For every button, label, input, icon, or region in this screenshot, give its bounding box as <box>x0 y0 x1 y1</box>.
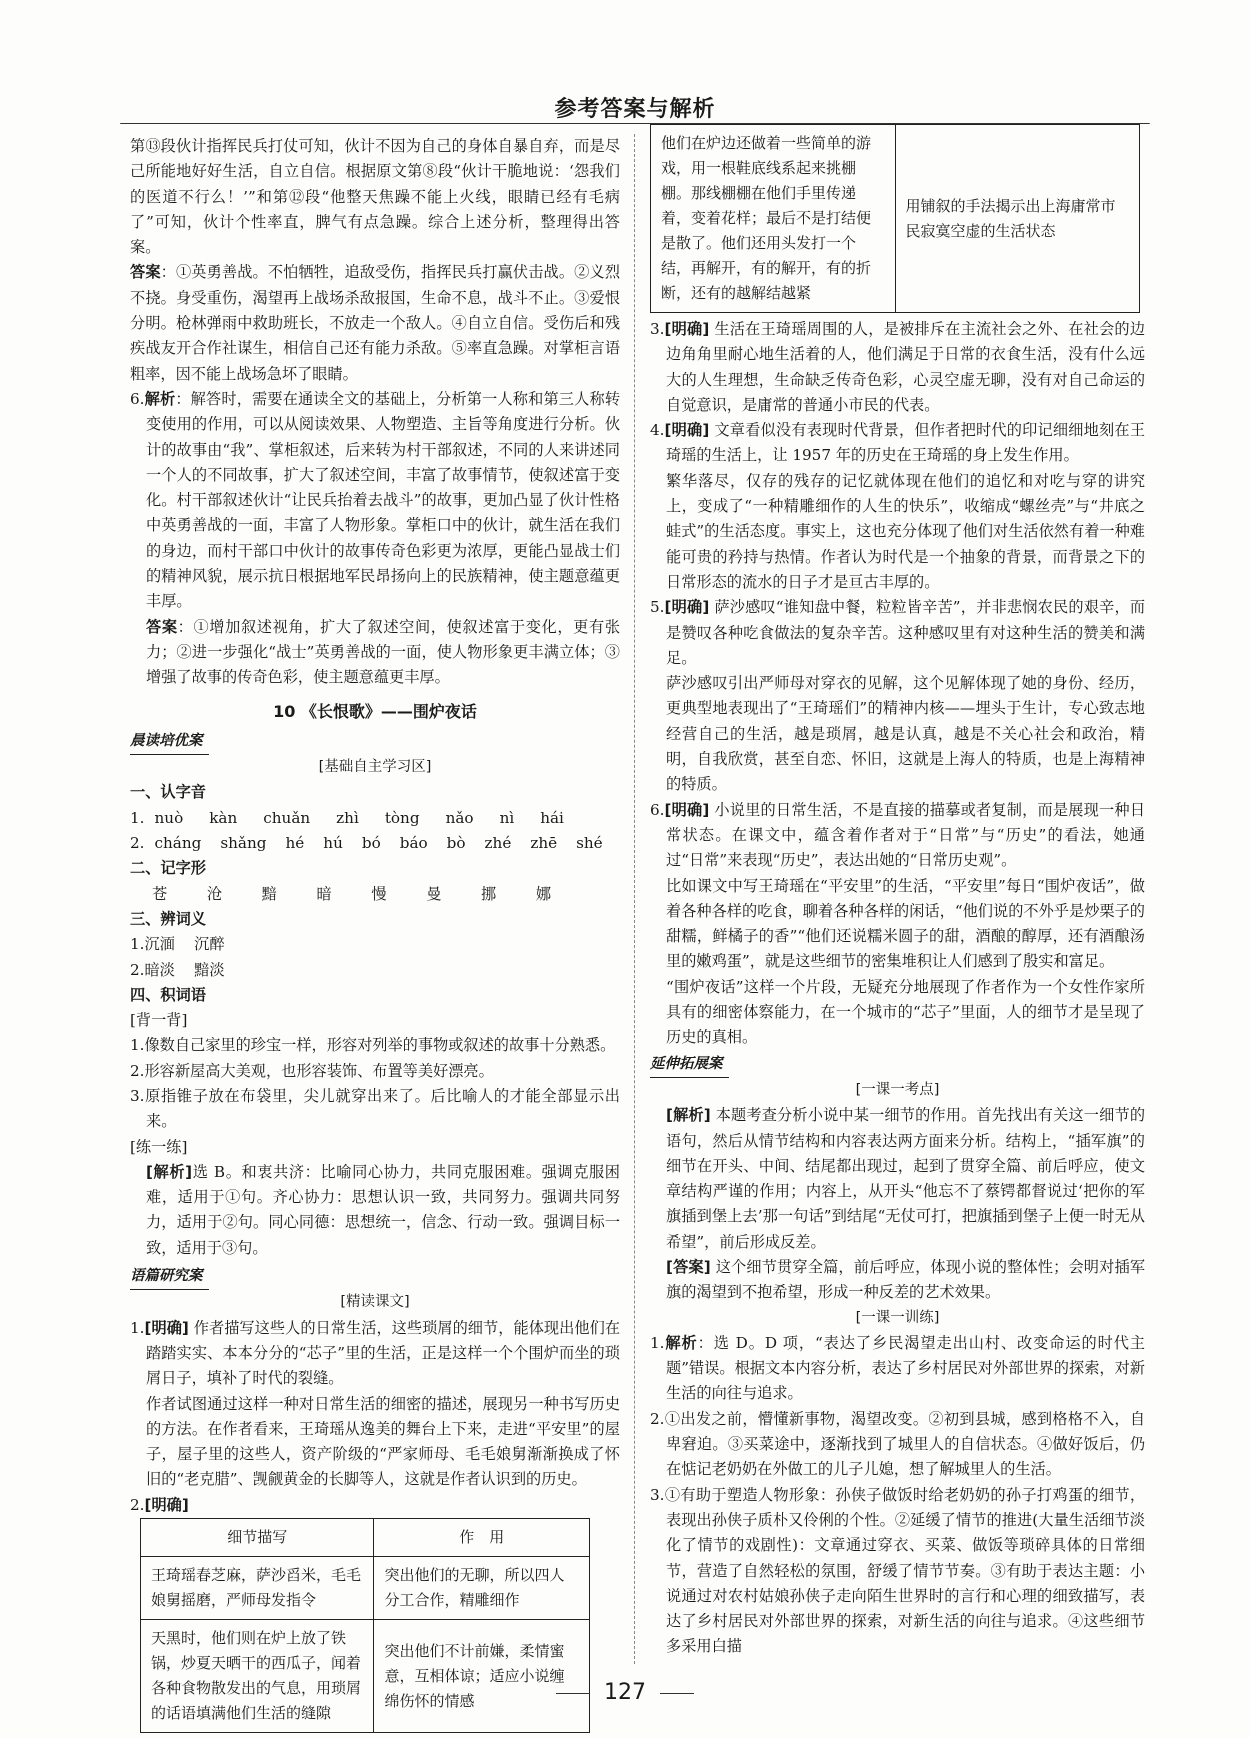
heading-pronunciation: 一、认字音 <box>130 783 206 802</box>
pinyin: zhē <box>530 834 558 853</box>
word-pair-1: 1.沉湎 沉醉 <box>130 935 225 954</box>
clarify-text: 小说里的日常生活，不是直接的描摹或者复制，而是展现一种日常状态。在课文中，蕴含着作者对于“日常”与“历史”的看法，她通过“日常”来表现“历史”，表达出她的“日常历史观”。 <box>666 800 1146 870</box>
reading-answer-6 <box>650 798 1145 874</box>
pinyin-list <box>145 806 564 831</box>
reading-answer-5 <box>650 595 1145 671</box>
answer-label: [答案] <box>666 1257 711 1276</box>
question-number: 6. <box>130 389 145 408</box>
clarify-text: 文章看似没有表现时代背景，但作者把时代的印记细细地刻在王琦瑶的生活上，让 1957 年的历史在王琦瑶的身上发生作用。 <box>666 421 1146 465</box>
subsection-training: [一课一训练] <box>855 1309 940 1326</box>
reading-answer-1b: 作者试图通过这样一种对日常生活的细密的描述，展现另一种书写历史的方法。在作者看来，王琦瑶从逸美的舞台上下来，走进“平安里”的屋子，屋子里的这些人，资产阶级的“严家师母、毛毛娘舅渐渐换成了怀旧的“老克腊”、觊觎黄金的长脚等人，这就是作者认识到的历史。 <box>146 1394 620 1489</box>
column-divider <box>634 134 635 1664</box>
practice-analysis <box>130 1160 620 1261</box>
detail-table-continued <box>650 124 1140 313</box>
footer-dash <box>660 1693 694 1694</box>
pinyin: bó <box>361 834 381 853</box>
analysis-label: [解析] <box>666 1106 711 1125</box>
reading-answer-1 <box>130 1316 620 1392</box>
clarify-text: 萨沙感叹“谁知盘中餐，粒粒皆辛苦”，并非悲悯农民的艰辛，而是赞叹各种吃食做法的复杂辛苦。这种感叹里有对这种生活的赞美和满足。 <box>666 598 1146 667</box>
left-column <box>130 134 620 1733</box>
character-list: 苍 沧 黯 暗 慢 曼 挪 娜 <box>152 884 562 903</box>
pinyin: cháng <box>154 834 202 853</box>
right-column <box>650 134 1145 1660</box>
question-number: 4. <box>650 421 665 440</box>
pron-row-1 <box>130 806 620 831</box>
training-answer-2 <box>650 1407 1145 1483</box>
tag-practice: [练一练] <box>130 1137 188 1156</box>
clarify-label: [明确] <box>664 421 710 440</box>
question-number: 3. <box>650 1485 665 1504</box>
table-cell: 他们在炉边还做着一些简单的游戏，用一根鞋底线系起来挑棚棚。那线棚棚在他们手里传递着，变着花样；最后不是打结便是散了。他们还用头发打一个结，再解开，有的解开，有的折断，还有的越解结越紧 <box>651 125 896 313</box>
analysis-text: 本题考查分析小说中某一细节的作用。首先找出有关这一细节的语句，然后从情节结构和内容表达两方面来分析。结构上，“插军旗”的细节在开头、中间、结尾都出现过，起到了贯穿全篇、前后呼应，使文章结构严谨的作用；内容上，从开头“他忘不了蔡锷都督说过‘把你的军旗插到堡上去’那一句话”到结尾“无仗可打，把旗插到堡子上便一时无从希望”，前后形成反差。 <box>666 1106 1146 1251</box>
table-cell: 用铺叙的手法揭示出上海庸常市民寂寞空虚的生活状态 <box>895 125 1140 313</box>
list-number: 2. <box>130 834 145 853</box>
question-number: 1. <box>130 1318 145 1337</box>
analysis-text: 选 B。和衷共济：比喻同心协力，共同克服困难。强调克服困难，适用于①句。齐心协力：思想认识一致，共同努力。强调共同努力，适用于②句。同心同德：思想统一，信念、行动一致。强调目标一致，适用于③句。 <box>146 1162 620 1257</box>
idiom-2: 2.形容新屋高大美观，也形容装饰、布置等美好漂亮。 <box>130 1061 494 1080</box>
training-answer-3 <box>650 1483 1145 1660</box>
pinyin: kàn <box>209 808 238 827</box>
clarify-label: [明确] <box>144 1495 189 1514</box>
lesson-title: 10 《长恨歌》——围炉夜话 <box>273 701 477 721</box>
tag-recite: [背一背] <box>130 1011 188 1030</box>
clarify-label: [明确] <box>664 598 710 617</box>
table-cell: 突出他们不计前嫌，柔情蜜意，互相体谅；适应小说缠绵伤怀的情感 <box>374 1620 590 1733</box>
question-number: 3. <box>650 320 665 338</box>
subsection-key-point: [一课一考点] <box>855 1081 940 1098</box>
pinyin: hé <box>285 834 305 853</box>
pinyin: hái <box>540 808 564 827</box>
pinyin-list <box>145 831 603 856</box>
table-header: 作 用 <box>374 1519 590 1557</box>
training-answer-1 <box>650 1331 1145 1407</box>
answer-text: 这个细节贯穿全篇，前后呼应，体现小说的整体性；会明对插军旗的渴望到不抱希望，形成一种反差的艺术效果。 <box>666 1257 1146 1302</box>
section-tag-extension: 延伸拓展案 <box>650 1052 729 1078</box>
pinyin: nì <box>499 808 515 827</box>
pinyin: zhé <box>484 834 512 853</box>
heading-word-meaning: 三、辨词义 <box>130 909 206 928</box>
page-title: 参考答案与解析 <box>554 97 716 122</box>
word-pair-2: 2.暗淡 黯淡 <box>130 960 225 979</box>
key-point-answer <box>650 1255 1145 1306</box>
pinyin: bò <box>446 834 466 853</box>
question-number: 1. <box>650 1333 665 1352</box>
subsection-basic: [基础自主学习区] <box>318 759 432 776</box>
reading-answer-4b: 繁华落尽，仅存的残存的记忆就体现在他们的追忆和对吃与穿的讲究上，变成了“一种精雕细作的人生的快乐”，收缩成“螺丝壳”与“井底之蛙式”的生活态度。事实上，这也充分体现了他们对生活依然有着一种难能可贵的矜持与热情。作者认为时代是一个抽象的背景，而背景之下的日常形态的流水的日子才是亘古丰厚的。 <box>666 471 1145 591</box>
answer-text: ：①增加叙述视角，扩大了叙述空间，使叙述富于变化，更有张力；②进一步强化“战士”英勇善战的一面，使人物形象更丰满立体；③增强了故事的传奇色彩，使主题意蕴更丰厚。 <box>146 617 621 687</box>
pinyin: tòng <box>384 808 420 827</box>
reading-answer-6b: 比如课文中写王琦瑶在“平安里”的生活，“平安里”每日“围炉夜话”，做着各种各样的吃食，聊着各种各样的闲话，“他们说的不外乎是炒栗子的甜糯，鲜橘子的香”“他们还说糯米圆子的甜，酒酿的醇厚，还有酒酿汤里的嫩鸡蛋”，就是这些细节的密集堆积让人们感到了殷实和富足。 <box>666 876 1145 971</box>
reading-answer-2 <box>130 1493 620 1518</box>
question-number: 6. <box>650 800 665 819</box>
question-number: 2. <box>650 1409 665 1428</box>
question-number: 5. <box>650 598 665 617</box>
reading-answer-6c: “围炉夜话”这样一个片段，无疑充分地展现了作者作为一个女性作家所具有的细密体察能力，在一个城市的“芯子”里面，人的细节才是呈现了历史的真相。 <box>666 977 1145 1047</box>
section-tag-text-study: 语篇研究案 <box>130 1264 209 1290</box>
answer-text: ①出发之前，懵懂新事物，渴望改变。②初到县城，感到格格不入，自卑窘迫。③买菜途中，逐渐找到了城里人的自信状态。④做好饭后，仍在惦记老奶奶在外做工的儿子儿媳，想了解城里人的生活。 <box>664 1409 1145 1479</box>
pinyin: chuǎn <box>263 808 311 827</box>
pinyin: báo <box>399 834 428 853</box>
heading-characters: 二、记字形 <box>130 859 206 878</box>
table-cell: 王琦瑶春芝麻，萨沙舀米，毛毛娘舅摇磨，严师母发指令 <box>141 1557 374 1620</box>
answer-label: 答案 <box>146 617 178 636</box>
clarify-text: 作者描写这些人的日常生活，这些琐屑的细节，能体现出他们在踏踏实实、本本分分的“芯子”里的生活，正是这样一个个围炉而坐的琐屑日子，填补了时代的裂缝。 <box>146 1318 621 1388</box>
analysis-text: ：选 D。D 项，“表达了乡民渴望走出山村、改变命运的时代主题”错误。根据文本内容分析，表达了乡村居民对外部世界的探索，对新生活的向往与追求。 <box>666 1333 1145 1403</box>
table-header-row <box>141 1519 590 1557</box>
answer-text: ①有助于塑造人物形象：孙侠子做饭时给老奶奶的孙子打鸡蛋的细节，表现出孙侠子质朴又伶俐的个性。②延缓了情节的推进(大量生活细节淡化了情节的戏剧性)：文章通过穿衣、买菜、做饭等琐碎具体的日常细节，营造了自然轻松的氛围，舒缓了情节节奏。③有助于表达主题：小说通过对农村姑娘孙侠子走向陌生世界时的言行和心理的细致描写，表达了乡村居民对外部世界的探索，对新生活的向往与追求。④这些细节多采用白描 <box>664 1485 1145 1656</box>
table-cell: 突出他们的无聊，所以四人分工合作，精雕细作 <box>374 1557 590 1620</box>
table-row <box>141 1557 590 1620</box>
pinyin: zhì <box>336 808 359 827</box>
pinyin: shǎng <box>220 834 267 853</box>
idiom-1: 1.像数自己家里的珍宝一样，形容对列举的事物或叙述的故事十分熟悉。 <box>130 1036 616 1055</box>
pinyin: hú <box>323 834 343 853</box>
page-number: 127 <box>604 1680 646 1705</box>
section-tag-morning: 晨读培优案 <box>130 729 209 755</box>
table-header: 细节描写 <box>141 1519 374 1557</box>
analysis-label: 解析 <box>664 1333 698 1352</box>
key-point-analysis <box>650 1103 1145 1255</box>
pinyin: shé <box>576 834 603 853</box>
clarify-label: [明确] <box>664 320 710 338</box>
analysis-label: [解析] <box>146 1162 193 1181</box>
analysis-label: 解析 <box>144 389 176 408</box>
q6-answer <box>130 615 620 691</box>
table-row <box>651 125 1140 313</box>
q5-analysis: 第⑬段伙计指挥民兵打仗可知，伙计不因为自己的身体自暴自弃，而是尽己所能地好好生活，自立自信。根据原文第⑧段“伙计干脆地说：‘怨我们的医道不行么！’”和第⑫段“他整天焦躁不能上火线，眼睛已经有毛病了”可知，伙计个性率直，脾气有点急躁。综合上述分析，整理得出答案。 <box>130 137 620 257</box>
clarify-label: [明确] <box>664 800 710 819</box>
footer-dash <box>556 1693 590 1694</box>
reading-answer-5b: 萨沙感叹引出严师母对穿衣的见解，这个见解体现了她的身份、经历，更典型地表现出了“王琦瑶们”的精神内核——埋头于生计，专心致志地经营自己的生活，越是琐屑，越是认真，越是不关心社会和政治，精明，自我欣赏，甚至自恋、怀旧，这就是上海人的特质，也是上海精神的特质。 <box>666 674 1145 794</box>
table-row <box>141 1620 590 1733</box>
clarify-label: [明确] <box>144 1318 189 1337</box>
pinyin: nǎo <box>445 808 474 827</box>
pron-row-2 <box>130 831 620 856</box>
q5-answer <box>130 260 620 386</box>
list-number: 1. <box>130 808 145 827</box>
idiom-3: 3.原指锥子放在布袋里，尖儿就穿出来了。后比喻人的才能全部显示出来。 <box>130 1086 620 1131</box>
answer-text: ：①英勇善战。不怕牺牲，追敌受伤，指挥民兵打赢伏击战。②义烈不挠。身受重伤，渴望再上战场杀敌报国，生命不息，战斗不止。③爱恨分明。枪林弹雨中救助班长，不放走一个敌人。④自立自信。受伤后和残疾战友开合作社谋生，相信自己还有能力杀敌。⑤率直急躁。对掌柜言语粗率，因不能上战场急坏了眼睛。 <box>130 263 621 383</box>
answer-label: 答案 <box>130 263 161 282</box>
reading-answer-3 <box>650 317 1145 418</box>
table-cell: 天黑时，他们则在炉上放了铁锅，炒夏天晒干的西瓜子，闻着各种食物散发出的气息，用琐屑的话语填满他们生活的缝隙 <box>141 1620 374 1733</box>
question-number: 2. <box>130 1495 145 1514</box>
heading-idioms: 四、积词语 <box>130 985 206 1004</box>
page-number-footer <box>0 1680 1250 1705</box>
reading-answer-4 <box>650 418 1145 469</box>
clarify-text: 生活在王琦瑶周围的人，是被排斥在主流社会之外、在社会的边边角角里耐心地生活着的人，他们满足于日常的衣食生活，没有什么远大的人生理想，生命缺乏传奇色彩，心灵空虚无聊，没有对自己命运的自觉意识，是庸常的普通小市民的代表。 <box>666 320 1146 414</box>
pinyin: nuò <box>154 808 184 827</box>
subsection-close-reading: [精读课文] <box>340 1294 410 1311</box>
analysis-text: ：解答时，需要在通读全文的基础上，分析第一人称和第三人称转变使用的作用，可以从阅读效果、人物塑造、主旨等角度进行分析。伙计的故事由“我”、掌柜叙述，后来转为村干部叙述，不同的人来讲述同一个人的不同故事，扩大了叙述空间，丰富了故事情节，使叙述富于变化。村干部叙述伙计“让民兵抬着去战斗”的故事，更加凸显了伙计性格中英勇善战的一面，丰富了人物形象。掌柜口中的伙计，就生活在我们的身边，而村干部口中伙计的故事传奇色彩更为浓厚，更能凸显战士们的精神风貌，展示抗日根据地军民昂扬向上的民族精神，使主题意蕴更丰厚。 <box>146 389 621 611</box>
q6-analysis <box>130 387 620 615</box>
